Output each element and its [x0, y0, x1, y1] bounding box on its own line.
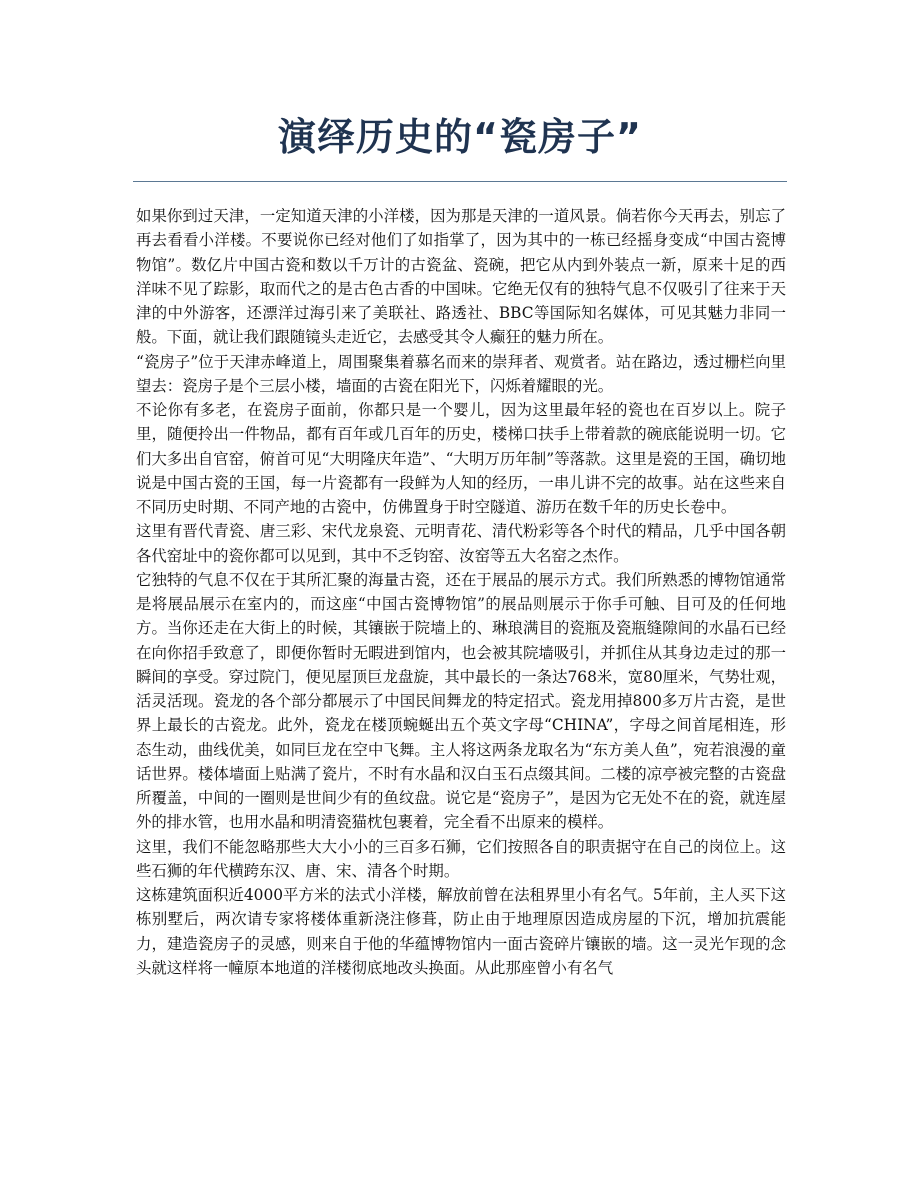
paragraph: 这里有晋代青瓷、唐三彩、宋代龙泉瓷、元明青花、清代粉彩等各个时代的精品，几乎中国各朝各代窑址中的瓷你都可以见到，其中不乏钧窑、汝窑等五大名窑之杰作。: [136, 522, 786, 565]
page-title: 演绎历史的“瓷房子”: [278, 115, 642, 159]
title-divider: [133, 181, 787, 182]
paragraph: 这里，我们不能忽略那些大大小小的三百多石狮，它们按照各自的职责据守在自己的岗位上。这些石狮的年代横跨东汉、唐、宋、清各个时期。: [136, 837, 786, 880]
paragraph: “瓷房子”位于天津赤峰道上，周围聚集着慕名而来的崇拜者、观赏者。站在路边，透过栅栏向里望去：瓷房子是个三层小楼，墙面的古瓷在阳光下，闪烁着耀眼的光。: [136, 352, 786, 395]
paragraph: 它独特的气息不仅在于其所汇聚的海量古瓷，还在于展品的展示方式。我们所熟悉的博物馆通常是将展品展示在室内的，而这座“中国古瓷博物馆”的展品则展示于你手可触、目可及的任何地方。当你还走在大街上的时候，其镶嵌于院墙上的、琳琅满目的瓷瓶及瓷瓶缝隙间的水晶石已经在向你招手致意了，即便你暂时无暇进到馆内，也会被其院墙吸引，并抓住从其身边走过的那一瞬间的享受。穿过院门，便见屋顶巨龙盘旋，其中最长的一条达768米，宽80厘米，气势壮观，活灵活现。瓷龙的各个部分都展示了中国民间舞龙的特定招式。瓷龙用掉800多万片古瓷，是世界上最长的古瓷龙。此外，瓷龙在楼顶蜿蜒出五个英文字母“CHINA”，字母之间首尾相连，形态生动，曲线优美，如同巨龙在空中飞舞。主人将这两条龙取名为“东方美人鱼”，宛若浪漫的童话世界。楼体墙面上贴满了瓷片，不时有水晶和汉白玉石点缀其间。二楼的凉亭被完整的古瓷盘所覆盖，中间的一圈则是世间少有的鱼纹盘。说它是“瓷房子”，是因为它无处不在的瓷，就连屋外的排水管，也用水晶和明清瓷猫枕包裹着，完全看不出原来的模样。: [136, 570, 786, 832]
paragraph: 这栋建筑面积近4000平方米的法式小洋楼，解放前曾在法租界里小有名气。5年前，主人买下这栋别墅后，两次请专家将楼体重新浇注修葺，防止由于地理原因造成房屋的下沉，增加抗震能力，建造瓷房子的灵感，则来自于他的华蕴博物馆内一面古瓷碎片镶嵌的墙。这一灵光乍现的念头就这样将一幢原本地道的洋楼彻底地改头换面。从此那座曾小有名气: [136, 886, 786, 977]
paragraph: 不论你有多老，在瓷房子面前，你都只是一个婴儿，因为这里最年轻的瓷也在百岁以上。院子里，随便拎出一件物品，都有百年或几百年的历史，楼梯口扶手上带着款的碗底能说明一切。它们大多出自官窑，俯首可见“大明隆庆年造”、“大明万历年制”等落款。这里是瓷的王国，确切地说是中国古瓷的王国，每一片瓷都有一段鲜为人知的经历，一串儿讲不完的故事。站在这些来自不同历史时期、不同产地的古瓷中，仿佛置身于时空隧道、游历在数千年的历史长卷中。: [136, 401, 786, 516]
paragraph: 如果你到过天津，一定知道天津的小洋楼，因为那是天津的一道风景。倘若你今天再去，别忘了再去看看小洋楼。不要说你已经对他们了如指掌了，因为其中的一栋已经摇身变成“中国古瓷博物馆”。数亿片中国古瓷和数以千万计的古瓷盆、瓷碗，把它从内到外装点一新，原来十足的西洋味不见了踪影，取而代之的是古色古香的中国味。它绝无仅有的独特气息不仅吸引了往来于天津的中外游客，还漂洋过海引来了美联社、路透社、BBC等国际知名媒体，可见其魅力非同一般。下面，就让我们跟随镜头走近它，去感受其令人癫狂的魅力所在。: [136, 207, 786, 347]
article-body: [136, 204, 786, 980]
